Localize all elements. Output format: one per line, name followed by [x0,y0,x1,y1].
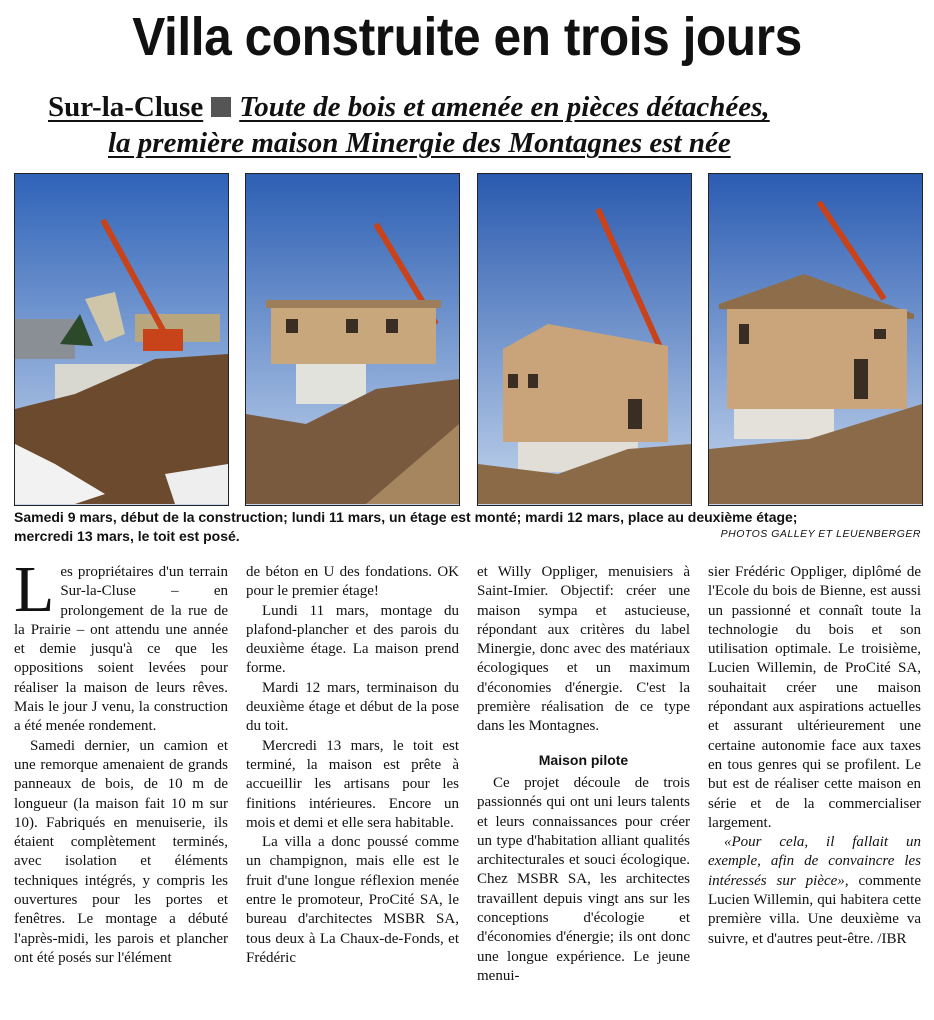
drop-cap: L [14,553,55,626]
article-column-2 [246,563,459,968]
paragraph: La villa a donc poussé comme un champignon, mais elle est le fruit d'une longue réflexion menée entre le promoteur, ProCité SA, le bureau d'architectes MSBR SA, tous deux à La Chaux-de-Fonds, et Frédéric [246,834,459,966]
paragraph [708,833,921,949]
square-bullet-icon [211,97,231,117]
subtitle-line-2 [108,127,838,160]
photo-day-3 [245,173,460,506]
paragraph: Ce projet découle de trois passionnés qui ont uni leurs talents et leurs connaissances pour créer un type d'habitation alliant qualités architecturales et souci écologique. Chez MSBR SA, les architectes travaillent depuis vingt ans sur les conceptions d'écologie et d'économies d'énergie; ils ont donc une longue expérience. Le jeune menui- [477,774,690,984]
headline: Villa construite en trois jours [132,7,802,67]
section-subhead: Maison pilote [538,751,629,768]
photo-day-4 [477,173,692,506]
subtitle-line-1 [48,91,888,124]
paragraph: es propriétaires d'un terrain Sur-la-Cluse – en prolongement de la rue de la Prairie – ont attendu une année et demie jusqu'à ce que les oppositions soient levées pour réaliser la maison de leurs rêves. Mais le jour J venu, la construction a été menée rondement. [14,564,228,735]
paragraph: de béton en U des fondations. OK pour le premier étage! [246,564,459,600]
caption-line-2: mercredi 13 mars, le toit est posé. [14,528,240,544]
article-column-4 [708,563,921,949]
photo-day-1 [14,173,229,506]
photo-caption [14,508,924,546]
kicker: Sur-la-Cluse [48,91,204,123]
subtitle-part-2: la première maison Minergie des Montagnes est née [108,127,731,159]
photo-credit: PHOTOS GALLEY ET LEUENBERGER [720,528,921,540]
paragraph: Mercredi 13 mars, le toit est terminé, la maison est prête à accueillir les artisans pour les finitions intérieures. Encore un mois et demi et elle sera habitable. [246,737,459,831]
paragraph: Samedi dernier, un camion et une remorque amenaient de grands panneaux de bois, de 10 m de longueur (la maison fait 10 m sur 10). Fabriqués en menuiserie, ils étaient complètement terminés, avec isolation et éléments techniques intégrés, y compris les ouvertures pour les portes et fenêtres. Le montage a débuté l'après-midi, les parois et plancher ont été posés sur l'élément [14,737,228,966]
photo-day-5 [708,173,923,506]
subtitle-part-1: Toute de bois et amenée en pièces détachées, [239,91,770,123]
paragraph: et Willy Oppliger, menuisiers à Saint-Imier. Objectif: créer une maison sympa et astucieuse, répondant aux critères du label Minergie, donc avec des matériaux écologiques et un maximum d'économies d'énergie. C'est la première réalisation de ce type dans les Montagnes. [477,564,690,735]
quote: «Pour cela, il fallait un exemple, afin de convaincre les intéressés sur pièce» [708,834,921,889]
paragraph: Mardi 12 mars, terminaison du deuxième étage et début de la pose du toit. [246,679,459,735]
caption-line-1: Samedi 9 mars, début de la construction; lundi 11 mars, un étage est monté; mardi 12 mars, place au deuxième étage; [14,509,798,525]
article-column-3 [477,563,690,986]
article-column-1 [14,553,228,968]
quote-attribution: , commente Lucien Willemin, qui habitera cette première villa. Une deuxième va suivre, et d'autres peut-être. /IBR [708,872,921,947]
paragraph: sier Frédéric Oppliger, diplômé de l'Ecole du bois de Bienne, est aussi un passionné et connaît toute la technologie du bois et son utilisation optimale. Le troisième, Lucien Willemin, de ProCité SA, souhaitait créer une maison répondant aux aspirations actuelles et assurant ultérieurement une certaine autonomie face aux taxes en tous genres qui se profilent. Le but est de réaliser cette maison en série et de la commercialiser largement. [708,564,921,831]
paragraph: Lundi 11 mars, montage du plafond-plancher et des parois du deuxième étage. La maison prend forme. [246,602,459,677]
